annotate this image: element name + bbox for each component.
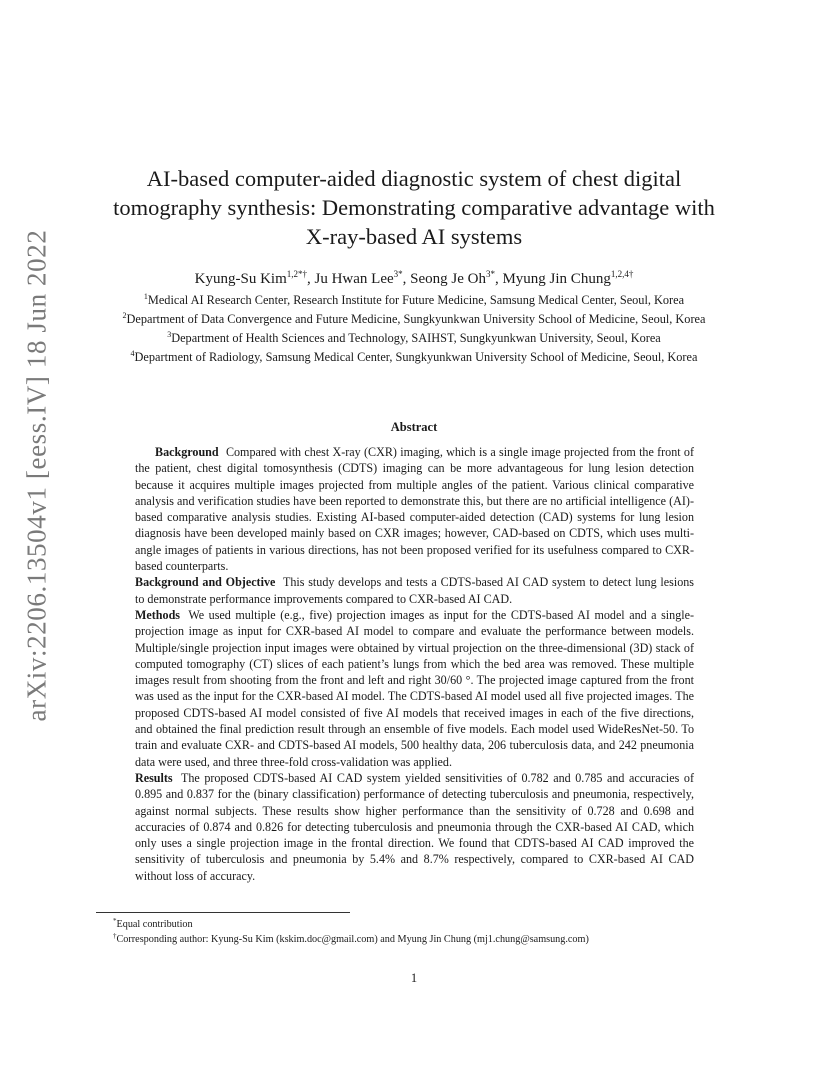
author-separator: , [402,271,411,287]
affiliation [80,348,748,367]
page-number: 1 [410,971,418,985]
abstract-body [135,444,694,884]
section-label: Background [155,445,219,459]
footnote [113,932,753,947]
section-text: Compared with chest X-ray (CXR) imaging, which is a single image projected from the front of the patient, chest digital tomosynthesis (CDTS) imaging can be more advantageous for lung lesion detection because it acquires multiple images projected from multiple angles of the patient. Various clinical comparative analysis and verification studies have been reported to demonstrate this, but there are no artificial intelligence (AI)-based comparative analysis studies. Existing AI-based computer-aided detection (CAD) systems for lung lesion diagnosis have been developed mainly based on CXR images; however, CAD-based on CDTS, which uses multi-angle images of patients in various directions, has not been proposed verified for its usefulness compared to CXR-based counterparts. [135,445,694,574]
author-superscript: 1,2,4† [610,269,634,279]
affiliation [80,329,748,348]
section-text: We used multiple (e.g., five) projection images as input for the CDTS-based AI model and a single-projection image as input for CXR-based AI model to compare and evaluate the performance between models. Multiple/single projection input images were obtained by virtual projection on the three-dimensional (3D) stack of computed tomography (CT) slices of each patient’s lungs from which the bed area was removed. These multiple images result from shooting from the front and left and right 30/60 °. The projected image captured from the front was used as the input for the CXR-based AI model. The CDTS-based AI model used all five projected images. The proposed CDTS-based AI model consisted of five AI models that received images in each of the five directions, and obtained the final prediction result through an ensemble of five models. Each model used WideResNet-50. To train and evaluate CXR- and CDTS-based AI models, 500 healthy data, 206 tuberculosis data, and 242 pneumonia data were used, and three three-fold cross-validation was applied. [135,607,694,769]
abstract-heading: Abstract [390,420,438,434]
affiliation-number: 2 [122,311,127,320]
author-superscript: 3* [393,269,403,279]
author-name: Ju Hwan Lee [314,271,394,287]
abstract-paragraph-background [135,444,694,574]
affiliation [80,291,748,310]
author-list [80,269,748,289]
section-label: Background and Objective [135,575,276,590]
footnote-text: Corresponding author: Kyung-Su Kim (kskim.doc@gmail.com) and Myung Jin Chung (mj1.chung@samsung.com) [116,934,589,945]
affiliation-text: Medical AI Research Center, Research Institute for Future Medicine, Samsung Medical Center, Seoul, Korea [147,293,685,307]
author-superscript: 3* [485,269,495,279]
author-separator: , [307,271,315,287]
title-line: tomography synthesis: Demonstrating comparative advantage with [113,195,715,220]
affiliation-text: Department of Radiology, Samsung Medical Center, Sungkyunkwan University School of Medicine, Seoul, Korea [134,350,698,364]
title-line: X-ray-based AI systems [305,224,523,249]
section-label: Methods [135,607,181,622]
affiliation-number: 1 [143,292,148,301]
footnotes [113,917,753,947]
paper-title [80,164,748,251]
title-line: AI-based computer-aided diagnostic system of chest digital [146,166,682,191]
section-text: This study develops and tests a CDTS-based AI CAD system to detect lung lesions to demonstrate performance improvements compared to CXR-based AI CAD. [135,575,695,606]
abstract-paragraph-objective [135,574,694,607]
section-text: The proposed CDTS-based AI CAD system yielded sensitivities of 0.782 and 0.785 and accuracies of 0.895 and 0.837 for the (binary classification) performance of detecting tuberculosis and pneumonia, respectively, against normal subjects. These results show higher performance than the sensitivity of 0.728 and 0.698 and accuracies of 0.874 and 0.826 for detecting tuberculosis and pneumonia through the CXR-based AI CAD, which only uses a single projection image in the frontal direction. We found that CDTS-based AI CAD improved the sensitivity of tuberculosis and pneumonia by 5.4% and 8.7% respectively, compared to CXR-based AI CAD without loss of accuracy. [135,770,694,883]
footnote-mark: † [113,932,117,940]
author-superscript: 1,2*† [286,269,307,279]
affiliation [80,310,748,329]
author-name: Kyung-Su Kim [194,271,287,287]
arxiv-identifier [20,229,54,721]
author-separator: , [494,271,503,287]
abstract-paragraph-results [135,770,694,884]
section-label: Results [135,770,173,785]
affiliation-text: Department of Health Sciences and Technology, SAIHST, Sungkyunkwan University, Seoul, Korea [171,331,661,345]
arxiv-identifier-text: arXiv:2206.13504v1 [eess.IV] 18 Jun 2022 [21,229,52,721]
author-name: Myung Jin Chung [502,271,611,287]
affiliation-number: 4 [130,349,135,358]
affiliation-list [80,291,748,367]
footnote-divider [96,912,350,913]
footnote-text: Equal contribution [116,919,193,930]
footnote [113,917,753,932]
abstract-paragraph-methods [135,607,694,770]
author-name: Seong Je Oh [410,271,486,287]
affiliation-text: Department of Data Convergence and Future Medicine, Sungkyunkwan University School of Medicine, Seoul, Korea [126,312,706,326]
affiliation-number: 3 [167,330,172,339]
footnote-mark: * [113,917,117,925]
